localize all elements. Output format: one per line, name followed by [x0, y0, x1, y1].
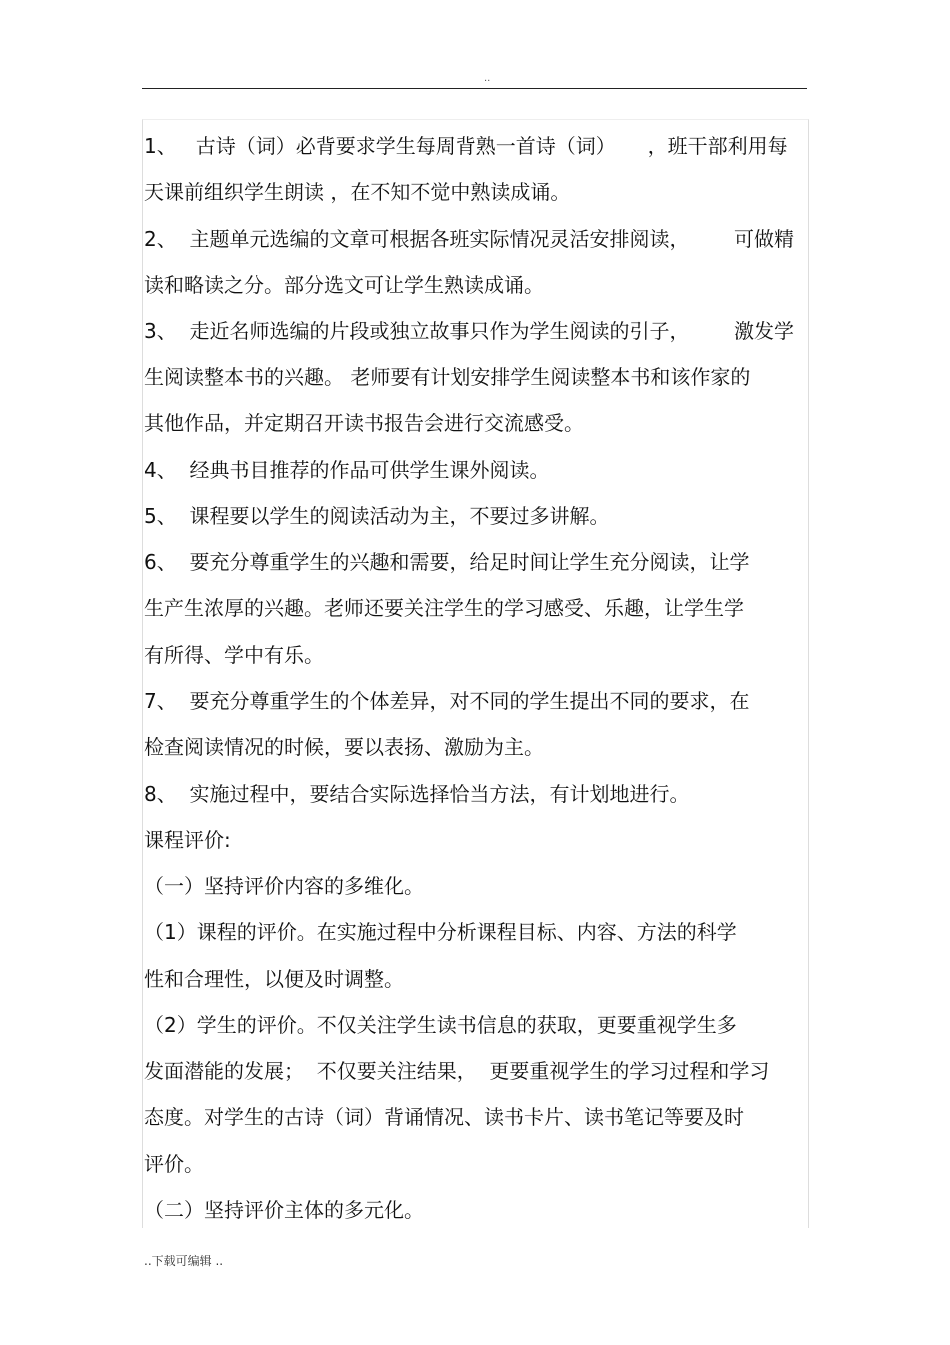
text-line: 检查阅读情况的时候，要以表扬、激励为主。: [144, 735, 544, 759]
text-line: 评价。: [144, 1152, 204, 1176]
text-line: 读和略读之分。部分选文可让学生熟读成诵。: [144, 273, 544, 297]
footer-note: ..下载可编辑 ..: [144, 1254, 224, 1268]
subsection-heading: （一）坚持评价内容的多维化。: [144, 874, 424, 898]
text-line: 6、 要充分尊重学生的兴趣和需要，给足时间让学生充分阅读，让学: [144, 550, 750, 574]
text-line: （1）课程的评价。在实施过程中分析课程目标、内容、方法的科学: [144, 920, 737, 944]
text-line: 态度。对学生的古诗（词）背诵情况、读书卡片、读书笔记等要及时: [144, 1105, 744, 1129]
text-line: 发面潜能的发展； 不仅要关注结果， 更要重视学生的学习过程和学习: [144, 1059, 770, 1083]
text-line: 生阅读整本书的兴趣。 老师要有计划安排学生阅读整本书和该作家的: [144, 365, 751, 389]
header-rule: [142, 88, 807, 89]
header-mark: ..: [484, 73, 491, 84]
text-line: （2）学生的评价。不仅关注学生读书信息的获取，更要重视学生多: [144, 1013, 737, 1037]
text-line: 5、 课程要以学生的阅读活动为主，不要过多讲解。: [144, 504, 610, 528]
text-line: 3、 走近名师选编的片段或独立故事只作为学生阅读的引子， 激发学: [144, 319, 794, 343]
text-line: 天课前组织学生朗读 ，在不知不觉中熟读成诵。: [144, 180, 571, 204]
section-heading: 课程评价:: [144, 828, 231, 852]
text-line: 8、 实施过程中，要结合实际选择恰当方法，有计划地进行。: [144, 782, 690, 806]
text-line: 4、 经典书目推荐的作品可供学生课外阅读。: [144, 458, 550, 482]
text-line: 其他作品，并定期召开读书报告会进行交流感受。: [144, 411, 584, 435]
text-line: 7、 要充分尊重学生的个体差异，对不同的学生提出不同的要求，在: [144, 689, 750, 713]
text-line: 1、 古诗（词）必背要求学生每周背熟一首诗（词） ，班干部利用每: [144, 134, 788, 158]
subsection-heading: （二）坚持评价主体的多元化。: [144, 1198, 424, 1222]
text-line: 性和合理性，以便及时调整。: [144, 967, 404, 991]
text-line: 有所得、学中有乐。: [144, 643, 324, 667]
text-line: 2、 主题单元选编的文章可根据各班实际情况灵活安排阅读， 可做精: [144, 227, 794, 251]
text-line: 生产生浓厚的兴趣。老师还要关注学生的学习感受、乐趣，让学生学: [144, 596, 744, 620]
